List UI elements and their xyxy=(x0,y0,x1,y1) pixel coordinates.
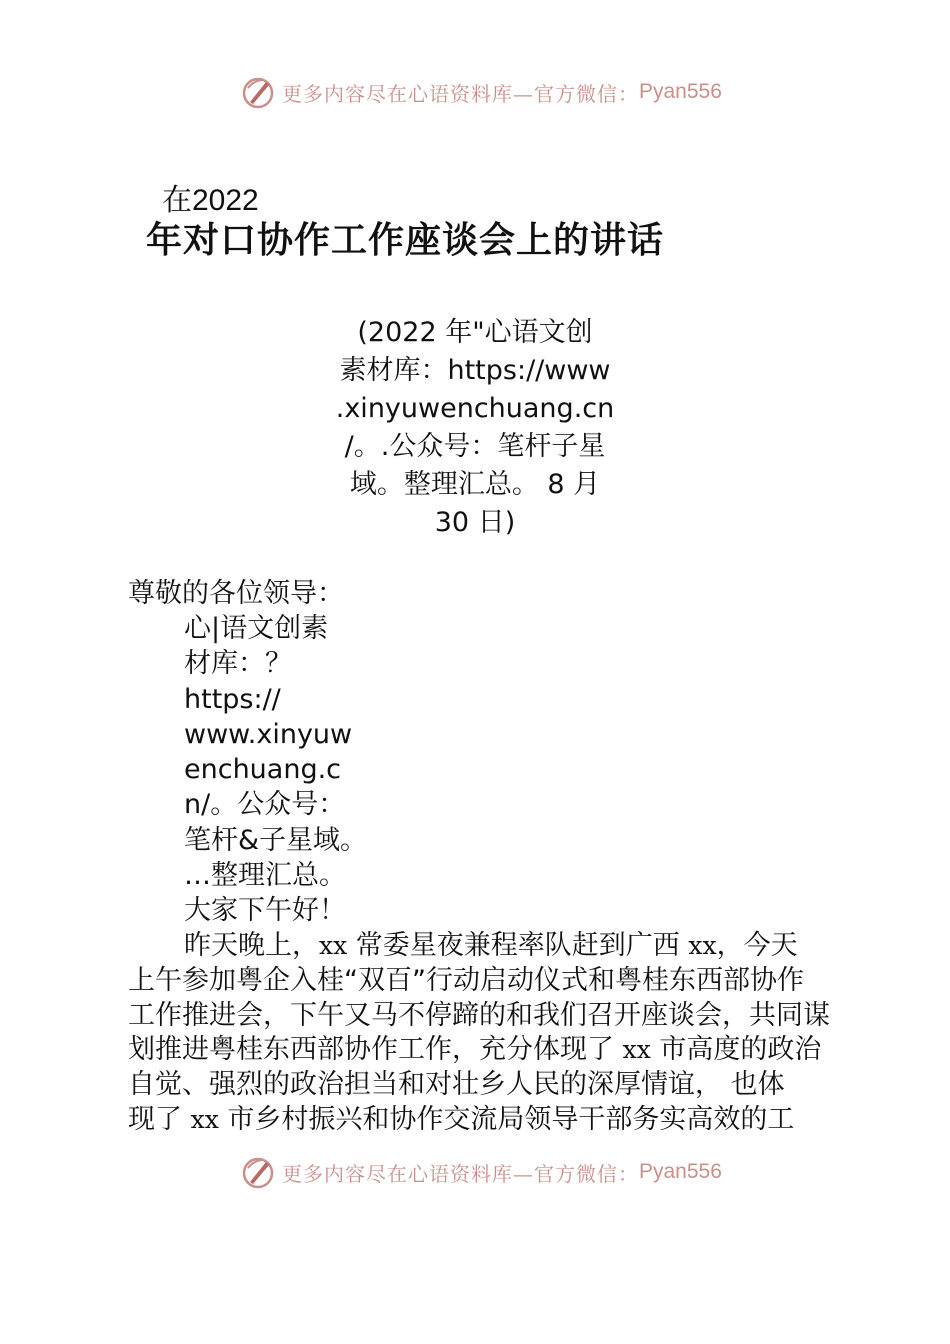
ad-line: https:// xyxy=(184,683,281,715)
body-text-run: ，今天 xyxy=(716,930,798,961)
ad-line: 笔杆&子星域。 xyxy=(184,824,368,856)
subtitle-line: .xinyuwenchuang.cn xyxy=(335,393,615,424)
body-text-run: 市高度的政治 xyxy=(650,1034,822,1066)
watermark-text: 更多内容尽在心语资料库—官方微信： xyxy=(282,1161,639,1186)
subtitle-line: (2022 年"心语文创 xyxy=(357,317,593,348)
body-text-run: xx xyxy=(688,931,717,960)
document-title-line2: 年对口协作工作座谈会上的讲话 xyxy=(146,219,665,261)
watermark-wechat-id: Pyan556 xyxy=(639,1160,722,1183)
watermark-text: 更多内容尽在心语资料库—官方微信： xyxy=(282,81,639,106)
ad-line: enchuang.c xyxy=(184,754,342,786)
body-text-run: 常委星夜兼程率队赶到广西 xyxy=(347,930,689,961)
greeting: 大家下午好！ xyxy=(184,895,346,927)
body-line xyxy=(128,1033,848,1068)
body-line xyxy=(128,1068,848,1103)
document-subtitle xyxy=(300,314,650,542)
subtitle-line: 域。整理汇总。 8 月 xyxy=(349,469,601,500)
ad-line: 心|语文创素 xyxy=(184,613,329,644)
body-line xyxy=(128,1103,848,1138)
body-paragraph xyxy=(128,929,848,1138)
body-text-run: xx xyxy=(319,931,348,960)
subtitle-line: 30 日) xyxy=(434,507,516,538)
body-text-run: 划推进粤桂东西部协作工作，充分体现了 xyxy=(128,1034,623,1066)
body-text-run: xx xyxy=(190,1104,219,1134)
pen-circle-logo-icon xyxy=(240,74,276,110)
subtitle-line: 素材库：https://www xyxy=(339,355,611,386)
body-line xyxy=(128,999,848,1034)
document-title-line1: 在2022 xyxy=(162,184,259,217)
footer-watermark xyxy=(240,1152,722,1192)
body-text-run: xx xyxy=(622,1035,651,1065)
body-text-run: 现了 xyxy=(128,1103,191,1135)
salutation: 尊敬的各位领导： xyxy=(128,578,344,609)
body-line xyxy=(128,929,848,964)
watermark-wechat-id: Pyan556 xyxy=(639,80,722,103)
body-text-run: 自觉、强烈的政治担当和对壮乡人民的深厚情谊， 也体 xyxy=(128,1069,785,1101)
inserted-ad-block xyxy=(184,611,367,929)
subtitle-line: /。.公众号：笔杆子星 xyxy=(344,431,606,462)
pen-circle-logo-icon xyxy=(240,1154,276,1190)
body-text-run: 市乡村振兴和协作交流局领导干部务实高效的工 xyxy=(218,1103,795,1135)
header-watermark xyxy=(240,72,722,112)
body-line xyxy=(128,964,848,999)
body-text-run: 上午参加粤企入桂“双百”行动启动仪式和粤桂东西部协作 xyxy=(128,964,804,996)
ad-line: 材库：？ xyxy=(184,648,292,680)
body-text-run: 昨天晚上， xyxy=(184,930,319,961)
ad-line: n/。公众号： xyxy=(184,789,346,821)
body-text-run: 工作推进会，下午又马不停蹄的和我们召开座谈会，共同谋 xyxy=(128,999,830,1031)
ad-line: …整理汇总。 xyxy=(184,860,346,892)
ad-line: www.xinyuw xyxy=(184,718,353,750)
